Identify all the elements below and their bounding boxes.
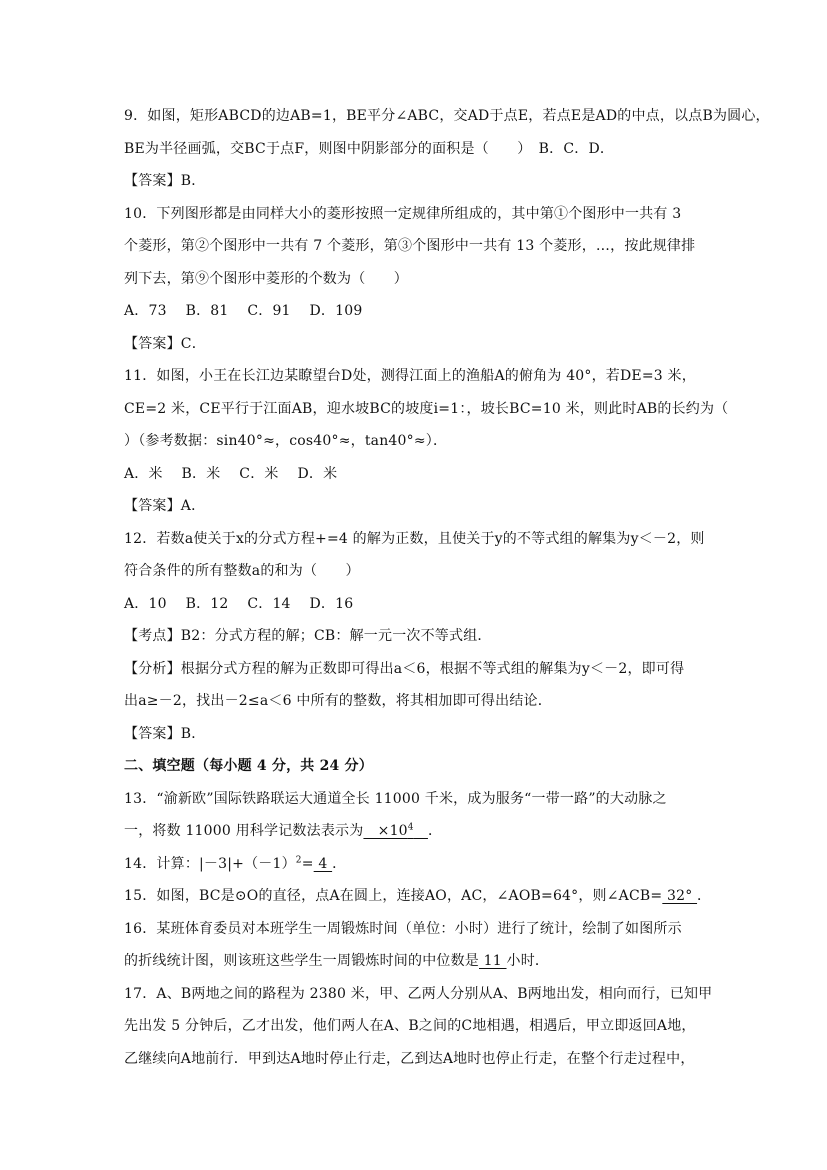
q11-options: A．米 B．米 C．米 D．米 <box>124 466 338 482</box>
q17-line-2: 先出发 5 分钟后，乙才出发，他们两人在A、B之间的C地相遇，相遇后，甲立即返回A地， <box>124 1018 696 1034</box>
q10-options: A．73 B．81 C．91 D．109 <box>124 303 363 319</box>
q10-answer: 【答案】C． <box>124 336 206 352</box>
q9-answer: 【答案】B． <box>124 173 206 189</box>
q14-text: 14．计算：|－3|+（－1） <box>124 856 296 872</box>
q12-line-1: 12．若数a使关于x的分式方程+=4 的解为正数，且使关于y的不等式组的解集为y＜－2，则 <box>124 531 705 547</box>
q17-line-1: 17．A、B两地之间的路程为 2380 米，甲、乙两人分别从A、B两地出发，相向而行，已知甲 <box>124 986 713 1002</box>
q11-line-2: CE=2 米，CE平行于江面AB，迎水坡BC的坡度i=1：，坡长BC=10 米，则此时AB的长约为（ <box>124 401 729 417</box>
q12-fenxi-2: 出a≥－2，找出－2≤a＜6 中所有的整数，将其相加即可得出结论． <box>124 693 552 709</box>
q12-answer: 【答案】B． <box>124 726 206 742</box>
q12-options: A．10 B．12 C．14 D．16 <box>124 596 354 612</box>
q13-line-2 <box>124 821 442 841</box>
q13-line-2-text: 一，将数 11000 用科学记数法表示为 <box>124 823 364 839</box>
q10-line-2: 个菱形，第②个图形中一共有 7 个菱形，第③个图形中一共有 13 个菱形，…，按此规律排 <box>124 238 696 254</box>
q16-line-2 <box>124 951 549 971</box>
q14-line <box>124 854 346 874</box>
q16-answer: 11 <box>479 953 507 969</box>
q12-fenxi-1: 【分析】根据分式方程的解为正数即可得出a＜6，根据不等式组的解集为y＜－2，即可得 <box>124 661 685 677</box>
q13-answer <box>363 823 428 839</box>
q14-end: ． <box>332 856 347 872</box>
q16-line-2-text: 的折线统计图，则该班这些学生一周锻炼时间的中位数是 <box>124 953 479 969</box>
q15-end: ． <box>697 888 712 904</box>
q17-line-3: 乙继续向A地前行．甲到达A地时停止行走，乙到达A地时也停止行走，在整个行走过程中， <box>124 1051 695 1067</box>
q12-line-2: 符合条件的所有整数a的和为（ ） <box>124 563 360 579</box>
q13-answer-base: ×10 <box>363 823 408 839</box>
q15-text: 15．如图，BC是⊙O的直径，点A在圆上，连接AO，AC，∠AOB=64°，则∠ACB= <box>124 888 663 904</box>
section-heading: 二、填空题（每小题 4 分，共 24 分） <box>124 758 373 774</box>
q11-answer: 【答案】A． <box>124 498 206 514</box>
q16-line-1: 16．某班体育委员对本班学生一周锻炼时间（单位：小时）进行了统计，绘制了如图所示 <box>124 921 682 937</box>
q12-kaodian: 【考点】B2：分式方程的解；CB：解一元一次不等式组． <box>124 628 492 644</box>
q11-line-1: 11．如图，小王在长江边某瞭望台D处，测得江面上的渔船A的俯角为 40°，若DE=3 米， <box>124 368 696 384</box>
q13-answer-exponent: 4 <box>407 822 414 833</box>
q10-line-3: 列下去，第⑨个图形中菱形的个数为（ ） <box>124 271 408 287</box>
q14-answer: 4 <box>313 856 333 872</box>
q16-line-2-end: 小时． <box>506 953 550 969</box>
q15-line <box>124 886 711 906</box>
q14-exponent: 2 <box>295 855 302 866</box>
q11-line-3: ）（参考数据：sin40°≈，cos40°≈，tan40°≈）． <box>124 433 448 449</box>
q9-line-2: BE为半径画弧，交BC于点F，则图中阴影部分的面积是（ ） B．C．D． <box>124 141 615 157</box>
q10-line-1: 10．下列图形都是由同样大小的菱形按照一定规律所组成的，其中第①个图形中一共有 3 <box>124 206 682 222</box>
q13-line-2-end: ． <box>427 823 443 839</box>
q14-equals: = <box>301 856 314 872</box>
q13-line-1: 13．“渝新欧”国际铁路联运大通道全长 11000 千米，成为服务“一带一路”的大动脉之 <box>124 791 667 807</box>
q15-answer: 32° <box>662 888 698 904</box>
q9-line-1: 9．如图，矩形ABCD的边AB=1，BE平分∠ABC，交AD于点E，若点E是AD的中点，以点B为圆心， <box>124 108 770 124</box>
